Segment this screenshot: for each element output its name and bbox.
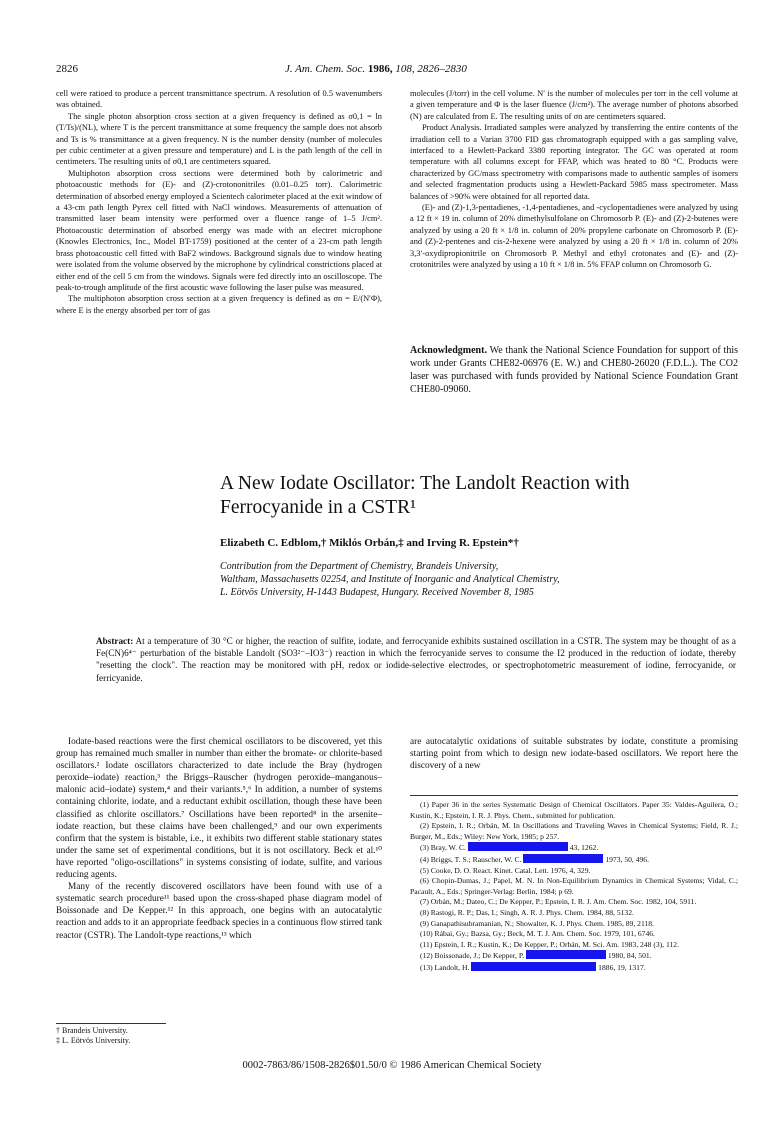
- body-right-column: [410, 736, 738, 772]
- reference-8: (8) Rastogi, R. P.; Das, I.; Singh, A. R. J. Phys. Chem. 1984, 88, 5132.: [420, 907, 634, 917]
- paragraph: (E)- and (Z)-1,3-pentadienes, -1,4-pentadienes, and -cyclopentadienes were analyzed by using a 12 ft × 19 in. column of 20% dimethylsulfolane on Chromosorb P. (E)- and (Z)-2-butenes were analyzed by using a 20 ft × 1/8 in. column of 20% propylene carbonate on Chromosorb P. (E)- and (Z)-2-pentenes and cis-2-hexene were analyzed by using a 20 ft × 1/8 in. column of 20% 3,3′-oxydipropionitrile on Chromosorb P. Methyl and ethyl crotonates and (E)- and (Z)-crotonitriles were analyzed by using a 10 ft × 1/8 in. 5% FFAP column on Chromosorb G.: [410, 203, 738, 270]
- references-list: [410, 800, 738, 974]
- ack-text: We thank the National Science Foundation for support of this work under Grants CHE82-06976 (E. W.) and CHE80-26020 (F.D.L.). The CO2 laser was purchased with funds provided by National Science Foundation Grant CHE80-09060.: [410, 345, 738, 395]
- title-line-1: A New Iodate Oscillator: The Landolt Reaction with: [220, 473, 630, 494]
- paragraph: The multiphoton absorption cross section at a given frequency is defined as σn = E/(N′Φ), where E is the energy absorbed per torr of gas: [56, 294, 382, 315]
- reference-4: [410, 854, 738, 866]
- authors: Elizabeth C. Edblom,† Miklós Orbán,‡ and Irving R. Epstein*†: [220, 537, 519, 549]
- reference-text: 1980, 84, 501.: [607, 951, 652, 961]
- body-left-column: [56, 736, 382, 942]
- reference-9: (9) Ganapathisubramanian, N.; Showalter, K. J. Phys. Chem. 1985, 89, 2118.: [420, 918, 654, 928]
- references-divider: [410, 795, 738, 796]
- footnote-divider: [56, 1023, 166, 1024]
- redaction-bar: [526, 950, 606, 959]
- reference-2: (2) Epstein, I. R.; Orbán, M. In Oscillations and Traveling Waves in Chemical Systems; Field, R. J.; Burger, M., Eds.; Wiley: New York, 1985; p 257.: [410, 821, 738, 841]
- paragraph: molecules (J/torr) in the cell volume. N′ is the number of molecules per torr in the cell volume at a given temperature and Φ is the laser fluence (J/cm²). The average number of photons absorbed (N) are calculated from E. The resulting units of σn are centimeters squared.: [410, 89, 738, 121]
- redaction-bar: [471, 962, 596, 971]
- reference-text: (4) Briggs, T. S.; Rauscher, W. C.: [420, 854, 522, 864]
- previous-article-right-column: [410, 88, 738, 271]
- affiliation-line-3: L. Eötvös University, H-1443 Budapest, Hungary. Received November 8, 1985: [220, 587, 534, 598]
- affiliation: [220, 560, 740, 599]
- previous-article-left-column: [56, 88, 382, 316]
- paragraph: Iodate-based reactions were the first chemical oscillators to be discovered, yet this group has remained much smaller in number than either the bromate- or chlorite-based oscillators.² Iodate oscillators characterized to date include the Bray (hydrogen peroxide–iodate) reaction,³ the Briggs–Rauscher (hydrogen peroxide–manganous–malonic acid–iodate) system,⁴ and their variants.⁵,⁶ In addition, a number of systems containing chlorite, iodate, and a reductant exhibit oscillation, though these have been classified as chlorite oscillators.⁷ Oscillations have been reported⁸ in the arsenite–iodate reaction, but these claims have been challenged,⁹ and our own experiments confirm that the system is bistable, i.e., it exhibits two different stable stationary states under the same set of experimental conditions, but it is not oscillatory. Beck et al.¹⁰ have reported "oligo-oscillations" in systems consisting of iodate, sulfite, and various reducing agents.: [56, 737, 382, 881]
- copyright-line: 0002-7863/86/1508-2826$01.50/0 © 1986 American Chemical Society: [242, 1060, 542, 1071]
- paragraph: The single photon absorption cross section at a given frequency is defined as σ0,1 = ln (T/Ts)/(NL), where T is the percent transmittance at some frequency the sample does not absorb and Ts is % transmittance at a given frequency. N is the number density (number of molecules per cubic centimeter at a given pressure and temperature) and L is the path length of the cell in centimeters. The resulting units of σ0,1 are centimeters squared.: [56, 111, 382, 167]
- paragraph: cell were ratioed to produce a percent transmittance spectrum. A resolution of 0.5 wavenumbers was obtained.: [56, 89, 382, 110]
- reference-11: (11) Epstein, I. R.; Kustin, K.; De Kepper, P.; Orbán, M. Sci. Am. 1983, 248 (3), 112.: [420, 939, 679, 949]
- reference-7: (7) Orbán, M.; Dateo, C.; De Kepper, P.; Epstein, I. R. J. Am. Chem. Soc. 1982, 104, 5911.: [420, 897, 697, 907]
- abstract-text: At a temperature of 30 °C or higher, the reaction of sulfite, iodate, and ferrocyanide exhibits sustained oscillation in a CSTR. The system may be thought of as a Fe(CN)6⁴⁻ perturbation of the bistable Landolt (SO3²⁻–IO3⁻) reaction in which the ferrocyanide serves to consume the I2 produced in the reduction of iodate, thereby "resetting the clock". The reaction may be monitored with pH, redox or iodide-selective electrodes, or spectrophotometric measurement of iodine, ferrocyanide, or ferricyanide.: [96, 636, 736, 683]
- title-line-2: Ferrocyanide in a CSTR¹: [220, 497, 416, 518]
- paragraph: Product Analysis. Irradiated samples were analyzed by transferring the entire contents of the irradiation cell to a Varian 3700 FID gas chromatograph equipped with a gas sampling valve, interfaced to a Hewlett-Packard 3380 reporting integrator. The GC was operated at room temperature with all columns except for FFAP, which was heated to 80 °C. Products were characterized by GC/mass spectrometry with comparisons made to authentic samples of isomers and selected fragmentation products using a Hewlett-Packard 5985 mass spectrometer. Mass balances of >90% were obtained for all reported data.: [410, 123, 738, 201]
- reference-5: (5) Cooke, D. O. React. Kinet. Catal. Lett. 1976, 4, 329.: [420, 865, 591, 875]
- abstract: [96, 635, 736, 684]
- reference-text: (13) Landolt, H.: [420, 962, 470, 972]
- redaction-bar: [468, 842, 568, 851]
- reference-text: 1973, 50, 496.: [605, 854, 649, 864]
- running-header: [285, 63, 467, 75]
- affiliation-line-2: Waltham, Massachusetts 02254, and Institute of Inorganic and Analytical Chemistry,: [220, 574, 560, 585]
- footnote-1: † Brandeis University.: [56, 1026, 128, 1035]
- redaction-bar: [523, 854, 603, 863]
- paragraph: Many of the recently discovered oscillators have been found with use of a systematic search procedure¹¹ based upon the cross-shaped phase diagram model of Boissonade and De Kepper.¹² In this approach, one begins with an autocatalytic reaction and adds to it an appropriate feedback species in a continuous flow stirred tank reactor (CSTR). The Landolt-type reactions,¹³ which: [56, 882, 382, 941]
- paragraph: are autocatalytic oxidations of suitable substrates by iodate, constitute a promising starting point from which to design new iodate-based oscillators. We report here the discovery of a new: [410, 737, 738, 772]
- reference-text: 43, 1262.: [569, 843, 599, 853]
- page-number: 2826: [56, 63, 78, 75]
- footnote-2: ‡ L. Eötvös University.: [56, 1036, 131, 1045]
- affiliation-line-1: Contribution from the Department of Chemistry, Brandeis University,: [220, 561, 499, 572]
- footnotes: [56, 1026, 382, 1046]
- journal-suffix: 108, 2826–2830: [395, 63, 467, 75]
- journal-prefix: J. Am. Chem. Soc.: [285, 63, 366, 75]
- reference-text: (3) Bray, W. C.: [420, 843, 466, 853]
- reference-13: [410, 962, 738, 974]
- reference-10: (10) Rábai, Gy.; Bazsa, Gy.; Beck, M. T. J. Am. Chem. Soc. 1979, 101, 6746.: [420, 929, 655, 939]
- article-title: [220, 472, 630, 520]
- reference-1: (1) Paper 36 in the series Systematic Design of Chemical Oscillators. Paper 35: Valdes-Aguilera, O.; Kustin, K.; Epstein, I. R. J. Phys. Chem., submitted for publication.: [410, 800, 738, 820]
- acknowledgment: [410, 344, 738, 396]
- reference-text: (12) Boissonade, J.; De Kepper, P.: [420, 951, 525, 961]
- reference-6: (6) Chopin-Dumas, J.; Papel, M. N. In Non-Equilibrium Dynamics in Chemical Systems; Vidal, C.; Pacault, A., Eds.; Springer-Verlag: Berlin, 1984; p 69.: [410, 876, 738, 896]
- paragraph: Multiphoton absorption cross sections were determined both by calorimetric and photoacoustic methods for (E)- and (Z)-crotononitriles (0.01–0.25 torr). Calorimetric determination of absorbed energy employed a Scientech calorimeter placed at the exit window of a 43-cm path length Pyrex cell fitted with NaCl windows. Measurements of attenuation of transmitted laser beam intensity were performed over a fluence range of 1–5 J/cm². Photoacoustic determination of absorbed energy was made with an electret microphone (Knowles Electronics, Inc., Model BT-1759) positioned at the center of a 23-cm path length brass photoacoustic cell fitted with BaF2 windows. Background signals due to window heating were isolated from the volume observed by the microphone by cylindrical constrictions placed at either end of the cell 5 cm from the windows. Signals were fed directly into an oscilloscope. The peak-to-trough amplitude of the first acoustic wave following the laser pulse was measured.: [56, 168, 382, 292]
- reference-text: 1886, 19, 1317.: [598, 962, 646, 972]
- reference-12: [410, 950, 738, 962]
- abstract-label: Abstract:: [96, 636, 134, 646]
- ack-label: Acknowledgment.: [410, 345, 487, 356]
- journal-year: 1986,: [367, 63, 393, 75]
- reference-3: [410, 842, 738, 854]
